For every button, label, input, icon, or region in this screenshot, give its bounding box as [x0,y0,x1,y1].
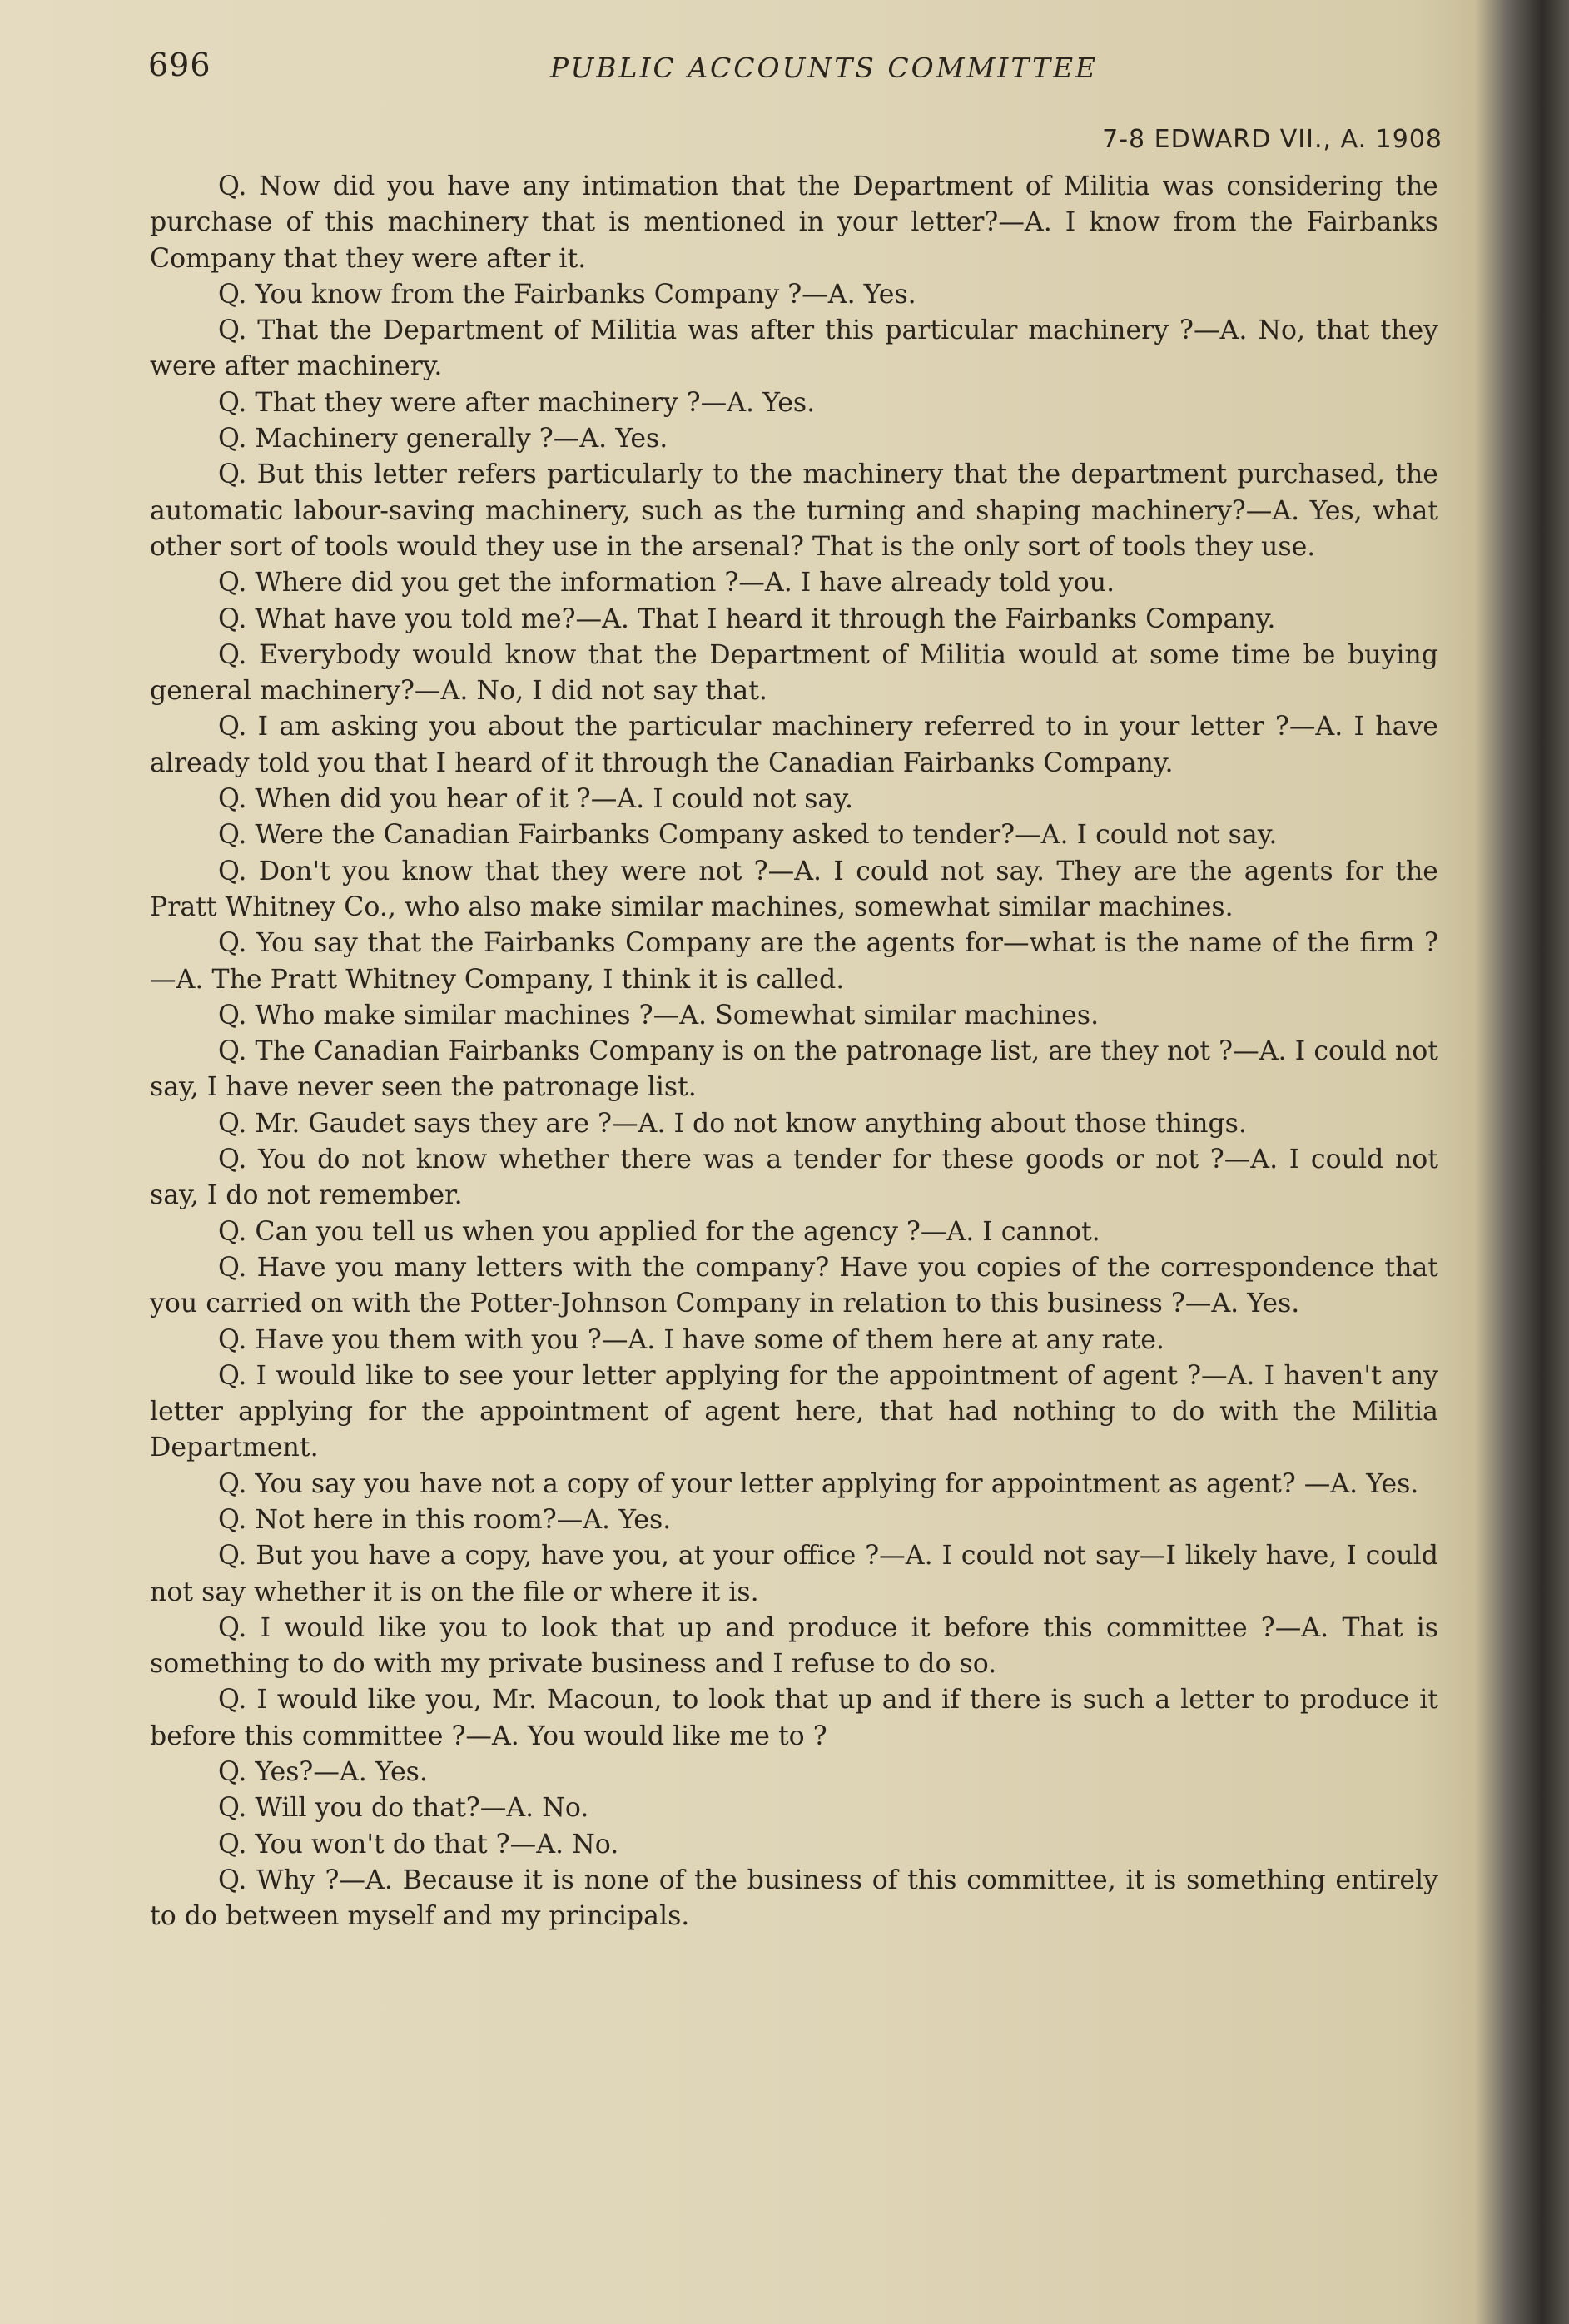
paragraph: Q. Were the Canadian Fairbanks Company asked to tender?—A. I could not say. [218,820,1278,851]
page-number: 696 [148,47,211,83]
paragraph: Q. You know from the Fairbanks Company ?—A. Yes. [218,279,916,310]
paragraph: Q. You do not know whether there was a tender for these goods or not ?—A. I could not say, I do not remember. [150,1145,1438,1211]
paragraph: Q. The Canadian Fairbanks Company is on the patronage list, are they not ?—A. I could not say, I have never seen the patronage list. [150,1036,1438,1103]
testimony-text [150,169,1438,1935]
paragraph: Q. Who make similar machines ?—A. Somewhat similar machines. [218,1000,1100,1030]
paragraph: Q. Yes?—A. Yes. [218,1757,428,1788]
paragraph: Q. Will you do that?—A. No. [218,1793,589,1824]
paragraph: Q. Mr. Gaudet says they are ?—A. I do not know anything about those things. [218,1108,1247,1139]
paragraph: Q. Don't you know that they were not ?—A. I could not say. They are the agents for the Pratt Whitney Co., who also make similar machines, somewhat similar machines. [150,856,1438,922]
paragraph: Q. Machinery generally ?—A. Yes. [218,424,668,454]
page-header [0,0,1569,166]
paragraph: Q. But you have a copy, have you, at your office ?—A. I could not say—I likely have, I could not say whether it is on the file or where it is. [150,1541,1438,1607]
paragraph: Q. I would like to see your letter applying for the appointment of agent ?—A. I haven't any letter applying for the appointment of agent here, that had nothing to do with the Militia Department. [150,1360,1438,1463]
paragraph: Q. Everybody would know that the Department of Militia would at some time be buying general machinery?—A. No, I did not say that. [150,639,1438,707]
paragraph: Q. I am asking you about the particular machinery referred to in your letter ?—A. I have already told you that I heard of it through the Canadian Fairbanks Company. [150,712,1438,778]
paragraph: Q. Now did you have any intimation that the Department of Militia was considering the purchase of this machinery that is mentioned in your letter?—A. I know from the Fairbanks Company that they were after it. [150,171,1438,274]
paragraph: Q. You say you have not a copy of your letter applying for appointment as agent? —A. Yes. [218,1468,1419,1499]
paragraph: Q. Have you them with you ?—A. I have some of them here at any rate. [218,1324,1164,1355]
paragraph: Q. You won't do that ?—A. No. [218,1829,619,1860]
paragraph: Q. I would like you, Mr. Macoun, to look that up and if there is such a letter to produce it before this committee ?—A. You would like me to ? [150,1685,1438,1751]
paragraph: Q. Have you many letters with the company? Have you copies of the correspondence that you carried on with the Potter-Johnson Company in relation to this business ?—A. Yes. [150,1252,1438,1319]
paragraph: Q. Where did you get the information ?—A. I have already told you. [218,568,1115,598]
paragraph: Q. That the Department of Militia was after this particular machinery ?—A. No, that they were after machinery. [150,315,1438,382]
session-reference: 7-8 EDWARD VII., A. 1908 [1102,125,1442,154]
paragraph: Q. Can you tell us when you applied for the agency ?—A. I cannot. [218,1216,1100,1247]
paragraph: Q. I would like you to look that up and produce it before this committee ?—A. That is something to do with my private business and I refuse to do so. [150,1612,1438,1680]
running-title: PUBLIC ACCOUNTS COMMITTEE [549,52,1099,84]
paragraph: Q. That they were after machinery ?—A. Yes. [218,387,816,418]
paragraph: Q. Why ?—A. Because it is none of the business of this committee, it is something entirely to do between myself and my principals. [150,1865,1438,1932]
paragraph: Q. Not here in this room?—A. Yes. [218,1504,672,1535]
paragraph: Q. But this letter refers particularly to the machinery that the department purchased, the automatic labour-saving machinery, such as the turning and shaping machinery?—A. Yes, what other sort of tools would they use in the arsenal? That is the only sort of tools they use. [150,459,1438,562]
paragraph: Q. When did you hear of it ?—A. I could not say. [218,784,854,815]
paragraph: Q. You say that the Fairbanks Company are the agents for—what is the name of the firm ?—A. The Pratt Whitney Company, I think it is called. [150,928,1438,995]
paragraph: Q. What have you told me?—A. That I heard it through the Fairbanks Company. [218,603,1276,634]
